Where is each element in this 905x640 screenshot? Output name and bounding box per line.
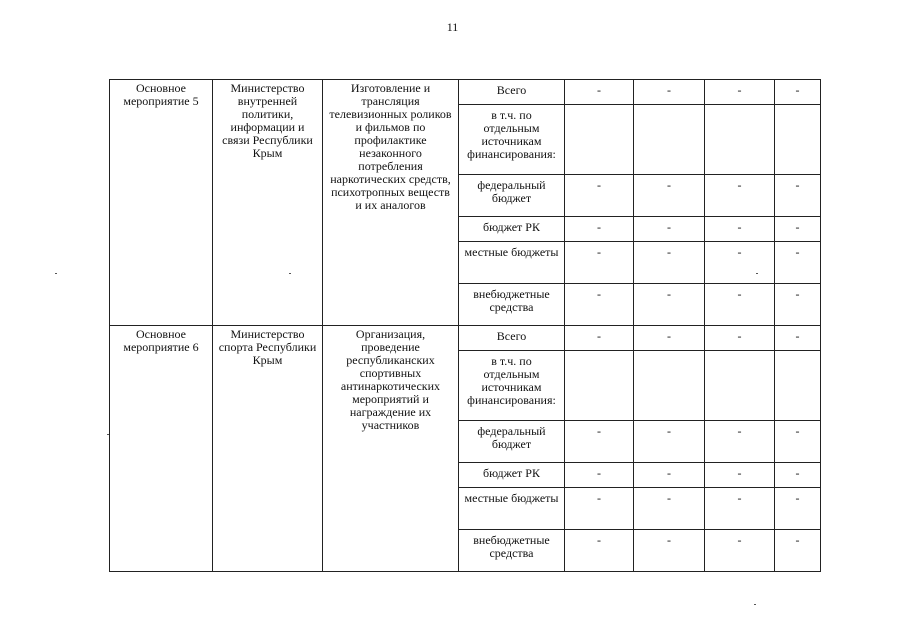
amount-cell: -: [705, 80, 775, 105]
funding-source-cell: бюджет РК: [459, 463, 565, 488]
scan-speck: [754, 604, 756, 605]
amount-cell: -: [775, 488, 821, 530]
scan-speck: [55, 273, 57, 274]
amount-cell: -: [775, 530, 821, 572]
amount-cell: -: [775, 326, 821, 351]
amount-cell: [634, 351, 705, 421]
funding-source-cell: бюджет РК: [459, 217, 565, 242]
table-row: [110, 326, 821, 351]
amount-cell: -: [775, 80, 821, 105]
funding-source-cell: федеральный бюджет: [459, 175, 565, 217]
table-row: [110, 80, 821, 105]
amount-cell: -: [565, 217, 634, 242]
scan-speck: [756, 273, 758, 274]
amount-cell: -: [634, 175, 705, 217]
funding-source-cell: в т.ч. по отдельным источникам финансирования:: [459, 351, 565, 421]
amount-cell: [775, 105, 821, 175]
funding-source-cell: Всего: [459, 80, 565, 105]
amount-cell: -: [705, 284, 775, 326]
funding-source-cell: местные бюджеты: [459, 242, 565, 284]
executor-cell: Министерство спорта Республики Крым: [213, 326, 323, 572]
amount-cell: -: [565, 242, 634, 284]
description-cell: Организация, проведение республиканских спортивных антинаркотических мероприятий и награждение их участников: [323, 326, 459, 572]
amount-cell: -: [634, 326, 705, 351]
amount-cell: [775, 351, 821, 421]
page-number: 11: [446, 20, 459, 34]
amount-cell: -: [565, 488, 634, 530]
event-cell: Основное мероприятие 6: [110, 326, 213, 572]
funding-source-cell: местные бюджеты: [459, 488, 565, 530]
description-cell: Изготовление и трансляция телевизионных роликов и фильмов по профилактике незаконного потребления наркотических средств, психотропных веществ и их аналогов: [323, 80, 459, 326]
amount-cell: [634, 105, 705, 175]
amount-cell: -: [634, 421, 705, 463]
amount-cell: -: [705, 175, 775, 217]
amount-cell: -: [634, 80, 705, 105]
amount-cell: -: [775, 421, 821, 463]
amount-cell: -: [705, 326, 775, 351]
funding-table: [109, 79, 821, 572]
funding-source-cell: в т.ч. по отдельным источникам финансирования:: [459, 105, 565, 175]
amount-cell: [705, 351, 775, 421]
amount-cell: [565, 351, 634, 421]
amount-cell: [705, 105, 775, 175]
amount-cell: -: [634, 463, 705, 488]
amount-cell: -: [634, 242, 705, 284]
event-cell: Основное мероприятие 5: [110, 80, 213, 326]
amount-cell: -: [705, 217, 775, 242]
funding-source-cell: внебюджетные средства: [459, 530, 565, 572]
amount-cell: -: [705, 488, 775, 530]
amount-cell: -: [565, 284, 634, 326]
funding-source-cell: Всего: [459, 326, 565, 351]
amount-cell: -: [565, 463, 634, 488]
amount-cell: -: [565, 421, 634, 463]
amount-cell: -: [705, 463, 775, 488]
executor-cell: Министерство внутренней политики, информации и связи Республики Крым: [213, 80, 323, 326]
scan-speck: [289, 273, 291, 274]
amount-cell: -: [775, 242, 821, 284]
funding-source-cell: федеральный бюджет: [459, 421, 565, 463]
amount-cell: -: [634, 284, 705, 326]
amount-cell: -: [775, 175, 821, 217]
amount-cell: -: [634, 217, 705, 242]
scan-speck: [107, 434, 109, 435]
amount-cell: -: [565, 80, 634, 105]
amount-cell: -: [634, 530, 705, 572]
amount-cell: -: [705, 530, 775, 572]
amount-cell: [565, 105, 634, 175]
amount-cell: -: [565, 175, 634, 217]
amount-cell: -: [565, 530, 634, 572]
amount-cell: -: [705, 421, 775, 463]
amount-cell: -: [775, 284, 821, 326]
amount-cell: -: [705, 242, 775, 284]
amount-cell: -: [775, 463, 821, 488]
amount-cell: -: [775, 217, 821, 242]
funding-source-cell: внебюджетные средства: [459, 284, 565, 326]
amount-cell: -: [565, 326, 634, 351]
amount-cell: -: [634, 488, 705, 530]
